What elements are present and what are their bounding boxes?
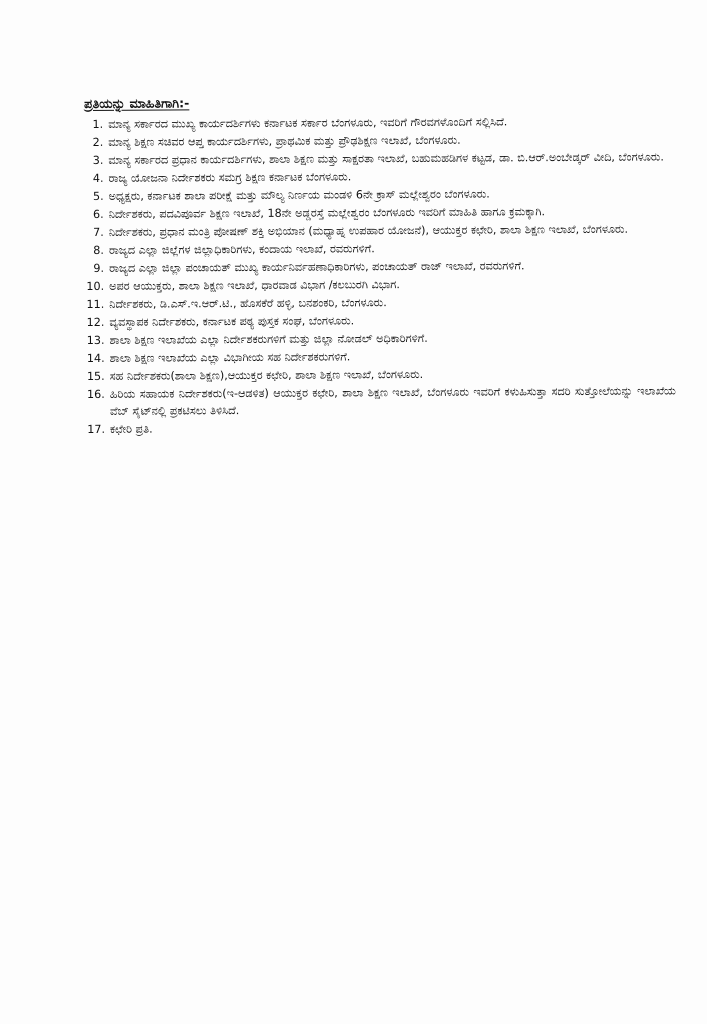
item-number: 6. (92, 207, 104, 221)
item-text: ಹಿರಿಯ ಸಹಾಯಕ ನಿರ್ದೇಶಕರು(ಇ-ಆಡಳಿತ) ಆಯುಕ್ತರ ಕಛೇರಿ, ಶಾಲಾ ಶಿಕ್ಷಣ ಇಲಾಖೆ, ಬೆಂಗಳೂರು ಇವರಿಗೆ ಕಳುಹಿಸುತ್ತಾ ಸದರಿ ಸುತ್ತೋಲೆಯನ್ನು ಇಲಾಖೆಯ ವೆಬ್ ಸೈಟ್‌ನಲ್ಲಿ ಪ್ರಕಟಿಸಲು ತಿಳಿಸಿದೆ. (109, 384, 676, 418)
item-number: 14. (86, 351, 105, 365)
item-text: ಸಹ ನಿರ್ದೇಶಕರು(ಶಾಲಾ ಶಿಕ್ಷಣ),ಆಯುಕ್ತರ ಕಛೇರಿ, ಶಾಲಾ ಶಿಕ್ಷಣ ಇಲಾಖೆ, ಬೆಂಗಳೂರು. (109, 367, 424, 383)
item-number: 17. (87, 422, 106, 436)
item-number: 4. (92, 171, 104, 185)
list-item (85, 310, 675, 331)
distribution-section (84, 92, 676, 439)
item-number: 15. (86, 369, 105, 383)
list-item (86, 364, 676, 385)
list-item (84, 130, 674, 151)
item-text: ಕಛೇರಿ ಪ್ರತಿ. (109, 422, 153, 436)
item-text: ನಿರ್ದೇಶಕರು, ಡಿ.ಎಸ್.ಇ.ಆರ್.ಟಿ., ಹೊಸಕೆರೆ ಹಳ್ಳಿ, ಬನಶಂಕರಿ, ಬೆಂಗಳೂರು. (109, 296, 387, 311)
list-item (86, 346, 676, 367)
list-item (85, 184, 675, 205)
item-number: 7. (93, 225, 104, 239)
list-item (86, 417, 676, 438)
item-number: 10. (86, 279, 105, 293)
list-item (84, 148, 674, 169)
list-item (84, 166, 674, 187)
list-item (85, 238, 675, 259)
item-text: ಮಾನ್ಯ ಸರ್ಕಾರದ ಮುಖ್ಯ ಕಾರ್ಯದರ್ಶಿಗಳು ಕರ್ನಾಟಕ ಸರ್ಕಾರ ಬೆಂಗಳೂರು, ಇವರಿಗೆ ಗೌರವಗಳೊಂದಿಗೆ ಸಲ್ಲಿಸಿದೆ. (108, 115, 508, 131)
item-number: 8. (93, 243, 104, 257)
list-item (84, 112, 674, 133)
item-number: 16. (86, 387, 105, 401)
item-number: 1. (92, 117, 104, 131)
item-text: ಅಪರ ಆಯುಕ್ತರು, ಶಾಲಾ ಶಿಕ್ಷಣ ಇಲಾಖೆ, ಧಾರವಾಡ ವಿಭಾಗ /ಕಲಬುರಗಿ ವಿಭಾಗ. (109, 278, 400, 293)
item-text: ವ್ಯವಸ್ಥಾಪಕ ನಿರ್ದೇಶಕರು, ಕರ್ನಾಟಕ ಪಠ್ಯ ಪುಸ್ತಕ ಸಂಘ, ಬೆಂಗಳೂರು. (109, 314, 355, 329)
item-number: 13. (86, 333, 105, 347)
item-number: 3. (92, 153, 104, 167)
list-item (86, 382, 676, 420)
list-item (85, 328, 675, 349)
list-item (85, 202, 675, 223)
item-text: ರಾಜ್ಯ ಯೋಜನಾ ನಿರ್ದೇಶಕರು ಸಮಗ್ರ ಶಿಕ್ಷಣ ಕರ್ನಾಟಕ ಬೆಂಗಳೂರು. (108, 170, 352, 185)
item-text: ರಾಜ್ಯದ ಎಲ್ಲಾ ಜಿಲ್ಲೆಗಳ ಜಿಲ್ಲಾಧಿಕಾರಿಗಳು, ಕಂದಾಯ ಇಲಾಖೆ, ರವರುಗಳಿಗೆ. (108, 242, 375, 257)
item-number: 11. (86, 297, 105, 311)
item-text: ಶಾಲಾ ಶಿಕ್ಷಣ ಇಲಾಖೆಯ ಎಲ್ಲಾ ನಿರ್ದೇಶಕರುಗಳಿಗೆ ಮತ್ತು ಜಿಲ್ಲಾ ನೋಡಲ್ ಅಧಿಕಾರಿಗಳಿಗೆ. (109, 331, 428, 347)
item-text: ನಿರ್ದೇಶಕರು, ಪದವಿಪೂರ್ವ ಶಿಕ್ಷಣ ಇಲಾಖೆ, 18ನೇ ಅಡ್ಡರಸ್ತೆ ಮಲ್ಲೇಶ್ವರಂ ಬೆಂಗಳೂರು ಇವರಿಗೆ ಮಾಹಿತಿ ಹಾಗೂ ಕ್ರಮಕ್ಕಾಗಿ. (108, 205, 546, 221)
list-item (85, 256, 675, 277)
item-text: ಮಾನ್ಯ ಶಿಕ್ಷಣ ಸಚಿವರ ಆಪ್ತ ಕಾರ್ಯದರ್ಶಿಗಳು, ಪ್ರಾಥಮಿಕ ಮತ್ತು ಪ್ರೌಢಶಿಕ್ಷಣ ಇಲಾಖೆ, ಬೆಂಗಳೂರು. (108, 133, 461, 149)
distribution-list (84, 112, 676, 438)
item-number: 2. (92, 135, 104, 149)
list-item (85, 292, 675, 313)
item-number: 5. (92, 189, 104, 203)
item-number: 12. (86, 315, 105, 329)
list-item (85, 274, 675, 295)
section-heading: ಪ್ರತಿಯನ್ನು ಮಾಹಿತಿಗಾಗಿ:- (84, 95, 190, 111)
item-number: 9. (93, 261, 105, 275)
list-item (85, 220, 675, 241)
item-text: ಮಾನ್ಯ ಸರ್ಕಾರದ ಪ್ರಧಾನ ಕಾರ್ಯದರ್ಶಿಗಳು, ಶಾಲಾ ಶಿಕ್ಷಣ ಮತ್ತು ಸಾಕ್ಷರತಾ ಇಲಾಖೆ, ಬಹುಮಹಡಿಗಳ ಕಟ್ಟಡ, ಡಾ. ಬಿ.ಆರ್.ಅಂಬೇಡ್ಕರ್ ವೀದಿ, ಬೆಂಗಳೂರು. (108, 150, 664, 167)
item-text: ರಾಜ್ಯದ ಎಲ್ಲಾ ಜಿಲ್ಲಾ ಪಂಚಾಯತ್ ಮುಖ್ಯ ಕಾರ್ಯನಿರ್ವಹಣಾಧಿಕಾರಿಗಳು, ಪಂಚಾಯತ್ ರಾಜ್ ಇಲಾಖೆ, ರವರುಗಳಿಗೆ. (109, 259, 525, 275)
item-text: ಅಧ್ಯಕ್ಷರು, ಕರ್ನಾಟಕ ಶಾಲಾ ಪರೀಕ್ಷೆ ಮತ್ತು ಮೌಲ್ಯ ನಿರ್ಣಯ ಮಂಡಳಿ 6ನೇ ಕ್ರಾಸ್ ಮಲ್ಲೇಶ್ವರಂ ಬೆಂಗಳೂರು. (108, 187, 490, 203)
item-text: ಶಾಲಾ ಶಿಕ್ಷಣ ಇಲಾಖೆಯ ಎಲ್ಲಾ ವಿಭಾಗೀಯ ಸಹ ನಿರ್ದೇಶಕರುಗಳಿಗೆ. (109, 350, 351, 365)
item-text: ನಿರ್ದೇಶಕರು, ಪ್ರಧಾನ ಮಂತ್ರಿ ಪೋಷಣ್ ಶಕ್ತಿ ಅಭಿಯಾನ (ಮಧ್ಯಾಹ್ನ ಉಪಹಾರ ಯೋಜನೆ), ಆಯುಕ್ತರ ಕಛೇರಿ, ಶಾಲಾ ಶಿಕ್ಷಣ ಇಲಾಖೆ, ಬೆಂಗಳೂರು. (108, 222, 629, 239)
